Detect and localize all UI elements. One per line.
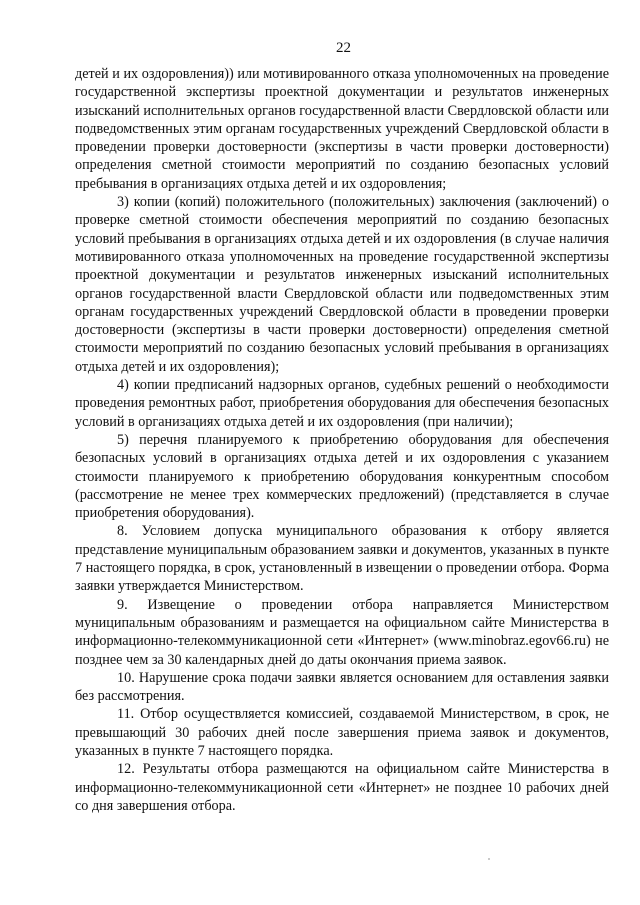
paragraph-item-4: 4) копии предписаний надзорных органов, судебных решений о необходимости проведения ремонтных работ, приобретения оборудования для обеспечения безопасных условий в организациях отдыха детей и их оздоровления (при наличии); xyxy=(75,377,609,430)
paragraph-clause-9: 9. Извещение о проведении отбора направляется Министерством муниципальным образованиям и размещается на официальном сайте Министерства в информационно-телекоммуникационной сети «Интернет» (www.minobraz.egov66.ru) не позднее чем за 30 календарных дней до даты окончания приема заявок. xyxy=(75,596,609,668)
paragraph-clause-11: 11. Отбор осуществляется комиссией, создаваемой Министерством, в срок, не превышающий 30 рабочих дней после завершения приема заявок и документов, указанных в пункте 7 настоящего порядка. xyxy=(75,706,609,759)
paragraph-continuation: детей и их оздоровления)) или мотивированного отказа уполномоченных на проведение государственной экспертизы проектной документации и результатов инженерных изысканий исполнительных органов государственной власти Свердловской области или подведомственных этим органам государственных учреждений Свердловской области в проведении проверки достоверности (экспертизы в части проверки достоверности) определения сметной стоимости мероприятий по созданию безопасных условий пребывания в организациях отдыха детей и их оздоровления; xyxy=(75,66,609,192)
paragraph-clause-12: 12. Результаты отбора размещаются на официальном сайте Министерства в информационно-телекоммуникационной сети «Интернет» не позднее 10 рабочих дней со дня завершения отбора. xyxy=(75,761,609,814)
paragraph-clause-10: 10. Нарушение срока подачи заявки является основанием для оставления заявки без рассмотрения. xyxy=(75,669,609,705)
scan-speck xyxy=(488,858,490,860)
paragraph-item-5: 5) перечня планируемого к приобретению оборудования для обеспечения безопасных условий в организациях отдыха детей и их оздоровления с указанием стоимости планируемого к приобретению оборудования конкурентным способом (рассмотрение не менее трех коммерческих предложений) (представляется в случае приобретения оборудования). xyxy=(75,431,609,522)
paragraph-clause-8: 8. Условием допуска муниципального образования к отбору является представление муниципальным образованием заявки и документов, указанных в пункте 7 настоящего порядка, в срок, установленный в извещении о проведении отбора. Форма заявки утверждается Министерством. xyxy=(75,523,609,595)
page-number: 22 xyxy=(336,40,351,56)
document-body xyxy=(75,65,609,815)
paragraph-item-3: 3) копии (копий) положительного (положительных) заключения (заключений) о проверке сметной стоимости обеспечения мероприятий по созданию безопасных условий пребывания в организациях отдыха детей и их оздоровления (в случае наличия мотивированного отказа уполномоченных на проведение государственной экспертизы проектной документации и результатов инженерных изысканий исполнительных органов государственной власти Свердловской области или подведомственных этим органам государственных учреждений Свердловской области в проведении проверки достоверности (экспертизы в части проверки достоверности) определения сметной стоимости мероприятий по созданию безопасных условий пребывания в организациях отдыха детей и их оздоровления); xyxy=(75,194,609,375)
